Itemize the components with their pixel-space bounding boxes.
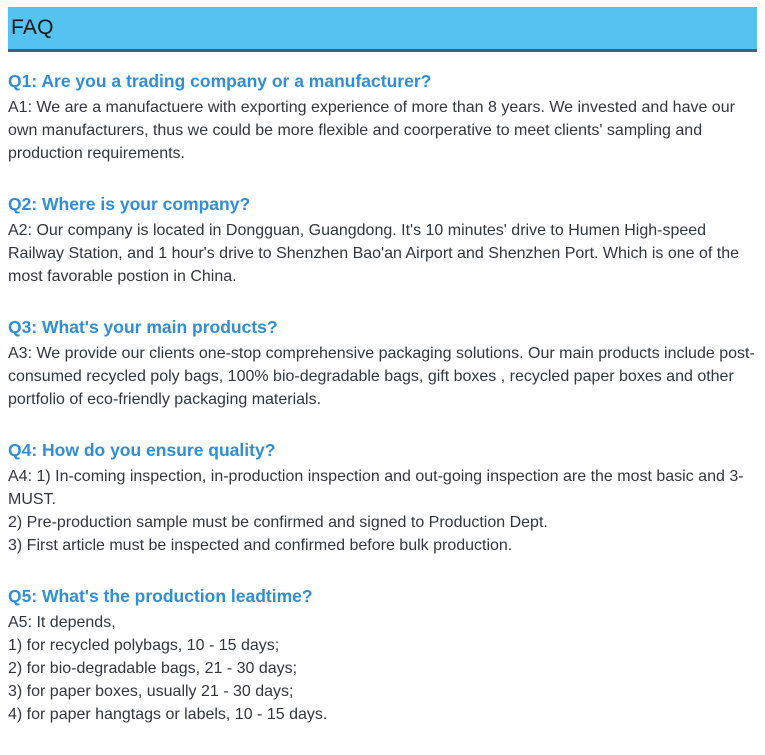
faq-answer-1 (8, 96, 757, 165)
faq-answer-5-line-3: 2) for bio-degradable bags, 21 - 30 days; (8, 660, 298, 677)
faq-answer-3-line-1: A3: We provide our clients one-stop comprehensive packaging solutions. Our main products include post-consumed recycled poly bags, 100% bio-degradable bags, gift boxes , recycled paper boxes and other portfolio of eco-friendly packaging materials. (8, 345, 755, 408)
faq-answer-4-line-3: 3) First article must be inspected and confirmed before bulk production. (8, 537, 513, 554)
faq-content (0, 70, 765, 726)
faq-answer-5-line-1: A5: It depends, (8, 614, 116, 631)
faq-item-q4 (8, 439, 757, 557)
faq-answer-5 (8, 611, 757, 726)
faq-question-5: Q5: What's the production leadtime? (8, 586, 313, 606)
faq-item-q1 (8, 70, 757, 165)
faq-item-q5 (8, 585, 757, 726)
faq-item-q3 (8, 316, 757, 411)
faq-answer-1-line-1: A1: We are a manufactuere with exporting experience of more than 8 years. We invested and have our own manufacturers, thus we could be more flexible and coorperative to meet clients' sampling and production requirements. (8, 99, 735, 162)
faq-question-1: Q1: Are you a trading company or a manufacturer? (8, 71, 432, 91)
faq-answer-4-line-1: A4: 1) In-coming inspection, in-production inspection and out-going inspection are the most basic and 3-MUST. (8, 468, 744, 508)
faq-section-header (8, 7, 757, 52)
faq-answer-5-line-2: 1) for recycled polybags, 10 - 15 days; (8, 637, 280, 654)
faq-answer-5-line-4: 3) for paper boxes, usually 21 - 30 days; (8, 683, 294, 700)
faq-answer-2-line-1: A2: Our company is located in Dongguan, Guangdong. It's 10 minutes' drive to Humen High-speed Railway Station, and 1 hour's drive to Shenzhen Bao'an Airport and Shenzhen Port. Which is one of the most favorable postion in China. (8, 222, 739, 285)
faq-answer-5-line-5: 4) for paper hangtags or labels, 10 - 15 days. (8, 706, 328, 723)
faq-title: FAQ (11, 16, 54, 39)
faq-answer-4 (8, 465, 757, 557)
faq-item-q2 (8, 193, 757, 288)
faq-question-3: Q3: What's your main products? (8, 317, 278, 337)
faq-answer-2 (8, 219, 757, 288)
faq-answer-3 (8, 342, 757, 411)
faq-answer-4-line-2: 2) Pre-production sample must be confirmed and signed to Production Dept. (8, 514, 548, 531)
faq-question-2: Q2: Where is your company? (8, 194, 251, 214)
faq-question-4: Q4: How do you ensure quality? (8, 440, 276, 460)
